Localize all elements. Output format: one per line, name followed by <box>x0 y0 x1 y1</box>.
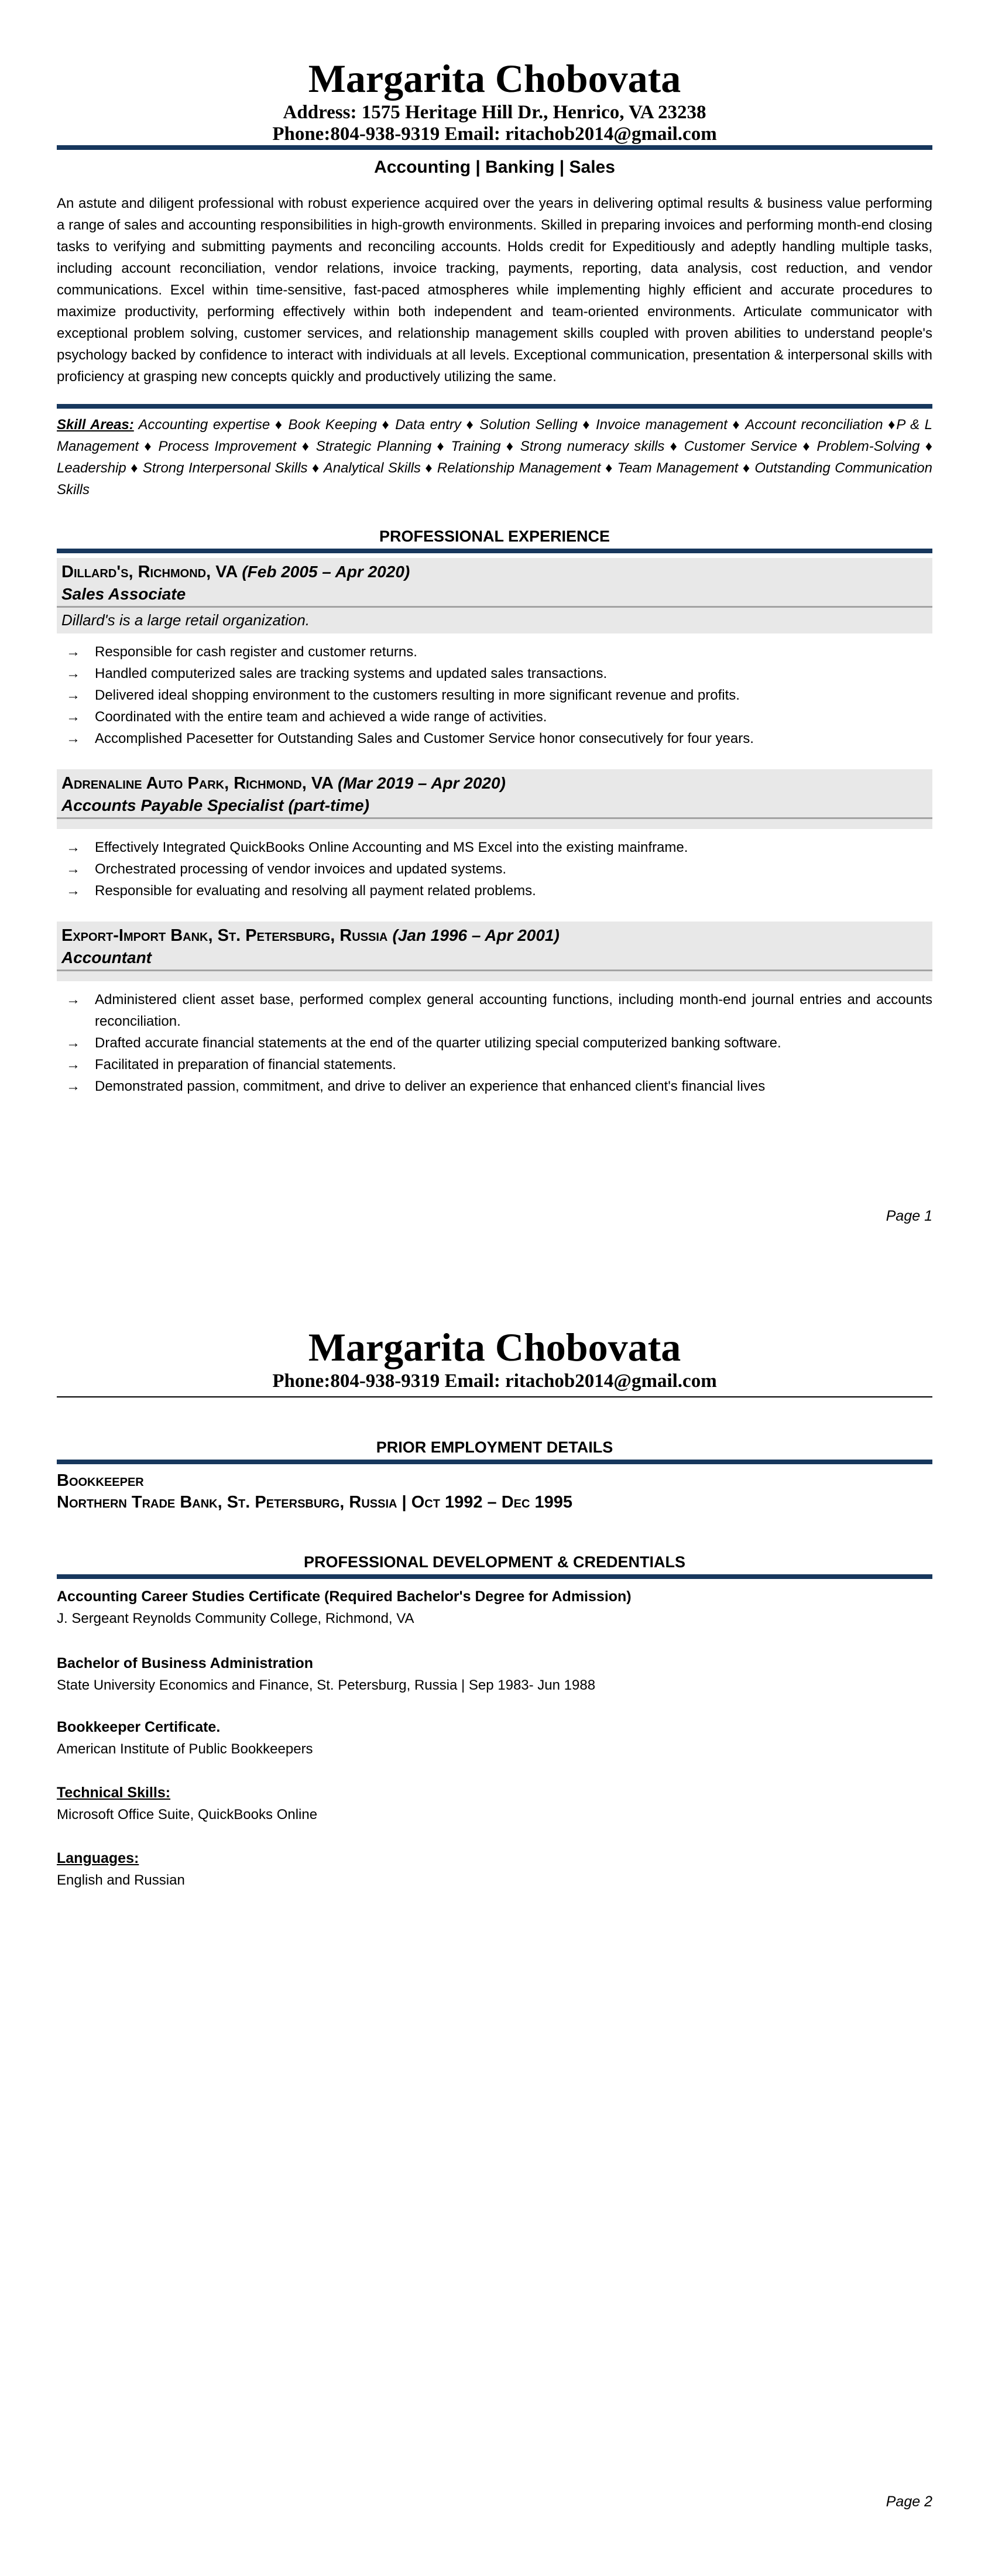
phone-email-line: Phone:804-938-9319 Email: ritachob2014@gmail.com <box>272 124 717 145</box>
job-company-location <box>61 772 928 794</box>
job-company-location <box>61 924 928 947</box>
phone-email-line: Phone:804-938-9319 Email: ritachob2014@gmail.com <box>272 1371 717 1392</box>
job-header <box>57 769 932 817</box>
credential-entry <box>57 1717 932 1760</box>
languages-label: Languages: <box>57 1850 139 1866</box>
job-dates: (Feb 2005 – Apr 2020) <box>242 563 410 581</box>
bullet-text: Orchestrated processing of vendor invoices and updated systems. <box>95 861 507 877</box>
bullet-item <box>57 706 932 728</box>
bullet-item <box>57 663 932 684</box>
job-dates: (Jan 1996 – Apr 2001) <box>392 926 560 944</box>
arrow-bullet-icon: → <box>66 840 80 855</box>
job-company-description: Dillard's is a large retail organization. <box>61 611 310 629</box>
summary-paragraph: An astute and diligent professional with robust experience acquired over the years in delivering optimal results & business value performing a range of sales and accounting responsibilities in high-growth environments. Skilled in preparing invoices and performing month-end closing tasks to verifying and submitting payments and reconciling accounts. Holds credit for Expeditiously and adeptly handling multiple tasks, including account reconciliation, vendor relations, invoice tracking, payments, reporting, data analysis, cost reduction, and vendor communications. Excel within time-sensitive, fast-paced atmospheres while implementing highly efficient and accurate procedures to maximize productivity, performing effectively within both independent and team-oriented environments. Articulate communicator with exceptional problem solving, customer services, and relationship management skills coupled with proven abilities to understand people's psychology backed by confidence to interact with individuals at all levels. Exceptional communication, presentation & interpersonal skills with proficiency at grasping new concepts quickly and productively utilizing the same. <box>57 196 932 385</box>
section-heading-professional-experience: PROFESSIONAL EXPERIENCE <box>379 527 610 545</box>
credential-institution: J. Sergeant Reynolds Community College, Richmond, VA <box>57 1611 414 1626</box>
bullet-text: Facilitated in preparation of financial statements. <box>95 1057 396 1073</box>
skill-areas-section <box>57 404 932 501</box>
bullet-item <box>57 641 932 663</box>
bullet-text: Responsible for cash register and customer returns. <box>95 644 417 660</box>
candidate-name: Margarita Chobovata <box>308 56 681 101</box>
arrow-bullet-icon: → <box>66 861 80 877</box>
header-accent-rule <box>57 145 932 150</box>
bullet-item <box>57 880 932 902</box>
bullet-text: Handled computerized sales are tracking systems and updated sales transactions. <box>95 666 608 681</box>
job-title: Accounts Payable Specialist (part-time) <box>61 796 369 814</box>
arrow-bullet-icon: → <box>66 1035 80 1051</box>
arrow-bullet-icon: → <box>66 992 80 1008</box>
bullet-item <box>57 858 932 880</box>
arrow-bullet-icon: → <box>66 731 80 746</box>
bullet-text: Responsible for evaluating and resolving all payment related problems. <box>95 883 536 899</box>
job-dates: (Mar 2019 – Apr 2020) <box>337 774 506 792</box>
section-heading-prior-employment: PRIOR EMPLOYMENT DETAILS <box>376 1438 613 1456</box>
page-1-content <box>57 0 933 1224</box>
section-accent-rule <box>57 1574 932 1579</box>
bullet-text: Demonstrated passion, commitment, and drive to deliver an experience that enhanced client's financial lives <box>95 1078 766 1094</box>
header-divider-rule <box>57 1396 932 1397</box>
arrow-bullet-icon: → <box>66 644 80 660</box>
skill-areas-text: Accounting expertise ♦ Book Keeping ♦ Data entry ♦ Solution Selling ♦ Invoice management ♦ Account reconciliation ♦P & L Management ♦ Process Improvement ♦ Strategic Planning ♦ Training ♦ Strong numeracy skills ♦ Customer Service ♦ Problem-Solving ♦ Leadership ♦ Strong Interpersonal Skills ♦ Analytical Skills ♦ Relationship Management ♦ Team Management ♦ Outstanding Communication Skills <box>57 417 933 498</box>
credential-title: Accounting Career Studies Certificate (Required Bachelor's Degree for Admission) <box>57 1588 632 1605</box>
skill-areas-label: Skill Areas: <box>57 417 134 433</box>
technical-skills-value: Microsoft Office Suite, QuickBooks Online <box>57 1807 318 1823</box>
company-name: Export-Import Bank, St. Petersburg, Russia <box>61 926 393 945</box>
job-header <box>57 922 932 970</box>
bullet-item <box>57 1032 932 1054</box>
credentials-list <box>57 1586 932 1760</box>
job-bullet-list <box>57 641 932 749</box>
job-entry-export-import-bank <box>57 922 932 1097</box>
page-number-footer: Page 1 <box>886 1208 932 1224</box>
job-header-card <box>57 769 932 829</box>
bullet-text: Drafted accurate financial statements at the end of the quarter utilizing special computerized banking software. <box>95 1035 781 1051</box>
arrow-bullet-icon: → <box>66 883 80 899</box>
address-line: Address: 1575 Heritage Hill Dr., Henrico, VA 23238 <box>283 102 706 123</box>
company-name: Dillard's, Richmond, VA <box>61 563 242 581</box>
job-header-card <box>57 558 932 633</box>
credential-entry <box>57 1586 932 1629</box>
credential-entry <box>57 1653 932 1696</box>
bullet-text: Administered client asset base, performed complex general accounting functions, including month-end journal entries and accounts reconciliation. <box>95 992 932 1029</box>
prior-job-title: Bookkeeper <box>57 1471 144 1490</box>
resume-page-2 <box>0 1288 995 2576</box>
credential-title: Bookkeeper Certificate. <box>57 1719 221 1735</box>
job-bullet-list <box>57 837 932 902</box>
job-header-card <box>57 922 932 981</box>
arrow-bullet-icon: → <box>66 1078 80 1094</box>
bullet-item <box>57 1075 932 1097</box>
job-title: Accountant <box>61 948 152 967</box>
arrow-bullet-icon: → <box>66 1057 80 1073</box>
job-bullet-list <box>57 989 932 1097</box>
bullet-item <box>57 1054 932 1075</box>
prior-job-company: Northern Trade Bank, St. Petersburg, Russia | Oct 1992 – Dec 1995 <box>57 1493 573 1512</box>
bullet-text: Coordinated with the entire team and achieved a wide range of activities. <box>95 709 547 725</box>
bullet-item <box>57 989 932 1032</box>
credential-title: Bachelor of Business Administration <box>57 1655 314 1671</box>
job-company-location <box>61 561 928 583</box>
job-company-description <box>57 819 932 829</box>
arrow-bullet-icon: → <box>66 709 80 725</box>
company-name: Adrenaline Auto Park, Richmond, VA <box>61 774 338 793</box>
page-2-content <box>57 1288 932 2510</box>
bullet-text: Effectively Integrated QuickBooks Online Accounting and MS Excel into the existing mainframe. <box>95 840 688 855</box>
languages-value: English and Russian <box>57 1872 185 1888</box>
job-company-description <box>57 971 932 981</box>
bullet-item <box>57 728 932 749</box>
bullet-item <box>57 837 932 858</box>
arrow-bullet-icon: → <box>66 666 80 681</box>
job-header <box>57 558 932 606</box>
bullet-item <box>57 684 932 706</box>
section-accent-rule <box>57 549 932 553</box>
section-accent-rule <box>57 1460 932 1464</box>
page-number-footer: Page 2 <box>886 2493 932 2510</box>
job-entry-adrenaline-auto-park <box>57 769 932 902</box>
bullet-text: Delivered ideal shopping environment to the customers resulting in more significant revenue and profits. <box>95 687 740 703</box>
section-heading-professional-development: PROFESSIONAL DEVELOPMENT & CREDENTIALS <box>303 1553 686 1571</box>
job-entry-dillards <box>57 558 932 749</box>
arrow-bullet-icon: → <box>66 687 80 703</box>
candidate-name: Margarita Chobovata <box>308 1325 681 1369</box>
credential-institution: State University Economics and Finance, St. Petersburg, Russia | Sep 1983- Jun 1988 <box>57 1677 596 1693</box>
job-title: Sales Associate <box>61 585 186 603</box>
credential-institution: American Institute of Public Bookkeepers <box>57 1741 313 1757</box>
technical-skills-label: Technical Skills: <box>57 1784 171 1801</box>
bullet-text: Accomplished Pacesetter for Outstanding Sales and Customer Service honor consecutively for four years. <box>95 731 754 746</box>
profession-tagline: Accounting | Banking | Sales <box>374 157 615 177</box>
